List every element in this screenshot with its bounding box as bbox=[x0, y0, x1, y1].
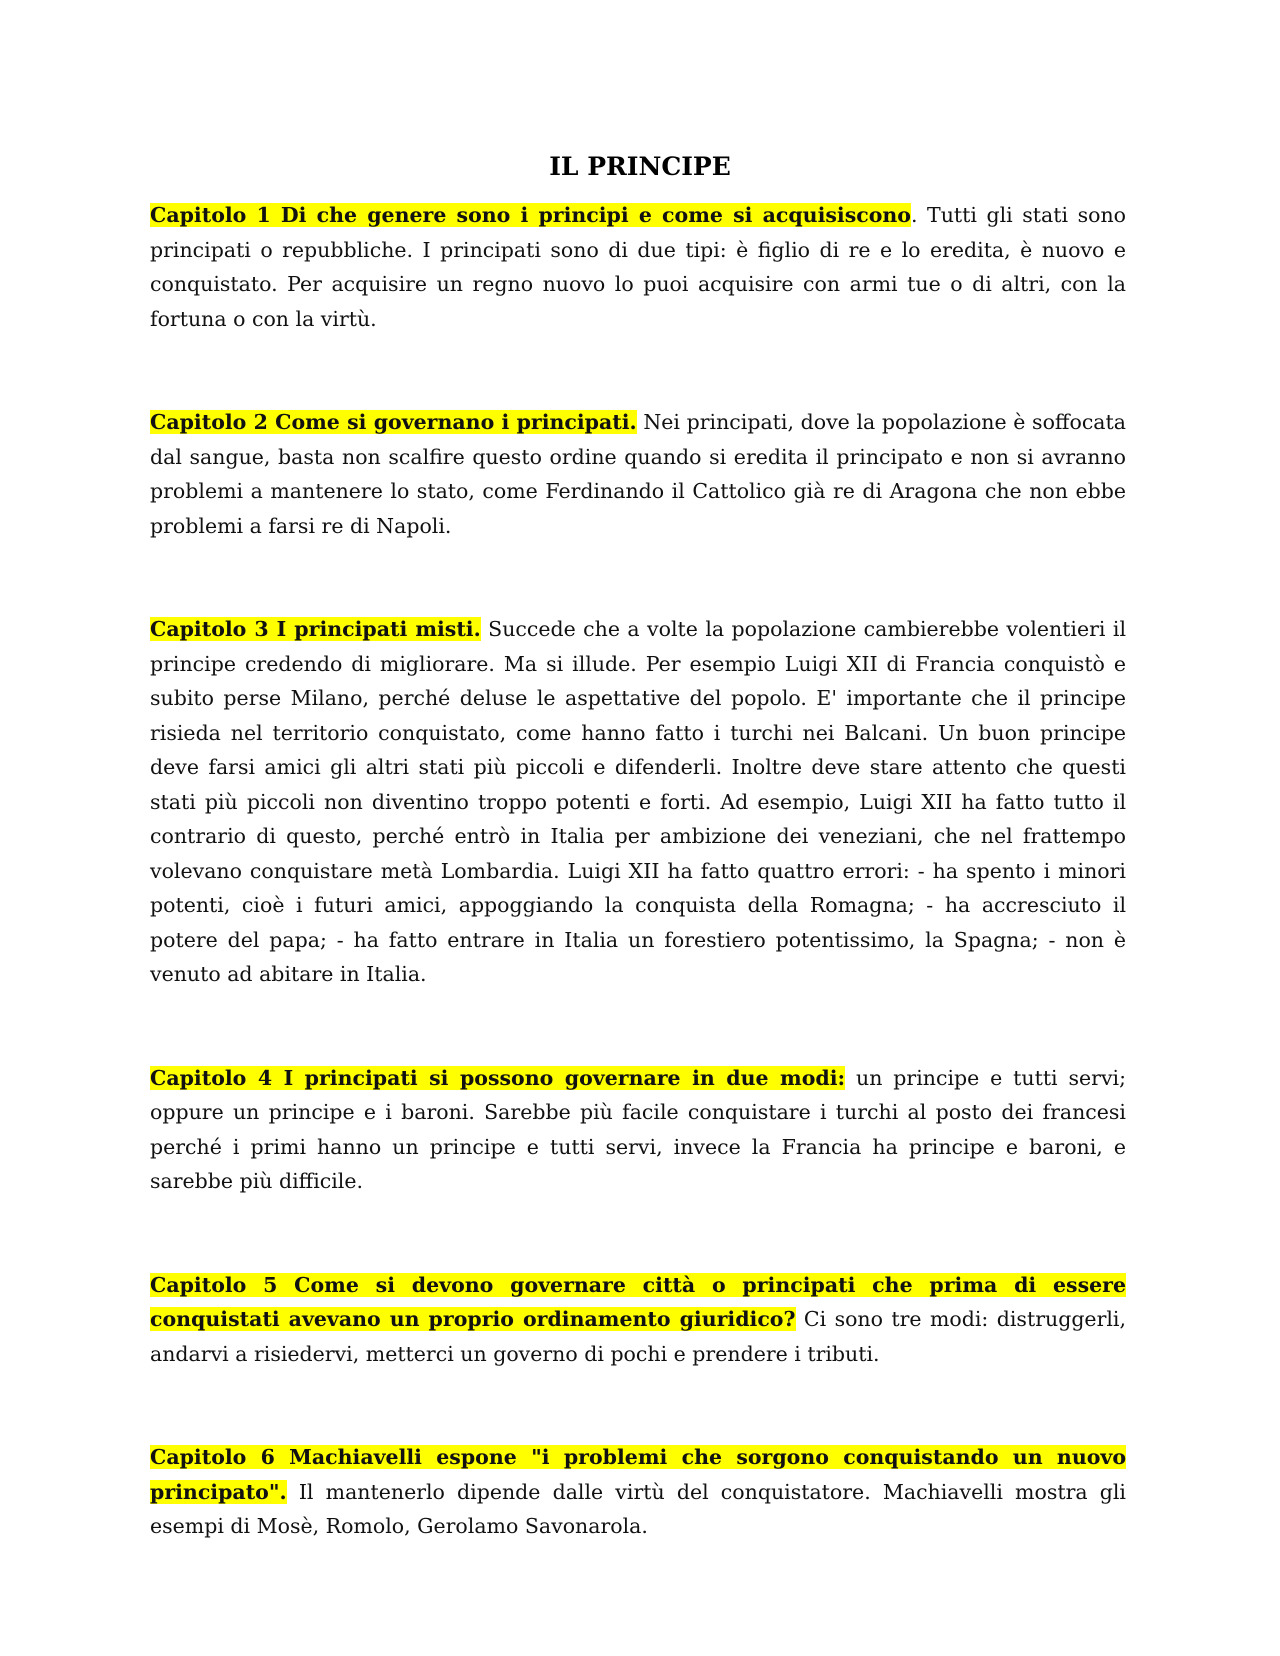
chapter-6-heading: Capitolo 6 Machiavelli espone "i problemi che sorgono conquistando un nuovo principato". bbox=[150, 1445, 1126, 1504]
chapter-1-heading: Capitolo 1 Di che genere sono i principi e come si acquisiscono bbox=[150, 203, 911, 227]
chapter-5-text: Ci sono tre modi: distruggerli, andarvi a risiedervi, metterci un governo di pochi e prendere i tributi. bbox=[150, 1307, 1126, 1366]
chapter-6 bbox=[150, 1440, 1126, 1544]
chapter-3-text: Succede che a volte la popolazione cambierebbe volentieri il principe credendo di migliorare. Ma si illude. Per esempio Luigi XII di Francia conquistò e subito perse Milano, perché deluse le aspettative del popolo. E' importante che il principe risieda nel territorio conquistato, come hanno fatto i turchi nei Balcani. Un buon principe deve farsi amici gli altri stati più piccoli e difenderli. Inoltre deve stare attento che questi stati più piccoli non diventino troppo potenti e forti. Ad esempio, Luigi XII ha fatto tutto il contrario di questo, perché entrò in Italia per ambizione dei veneziani, che nel frattempo volevano conquistare metà Lombardia. Luigi XII ha fatto quattro errori: - ha spento i minori potenti, cioè i futuri amici, appoggiando la conquista della Romagna; - ha accresciuto il potere del papa; - ha fatto entrare in Italia un forestiero potentissimo, la Spagna; - non è venuto ad abitare in Italia. bbox=[150, 617, 1127, 986]
chapter-4 bbox=[150, 1061, 1126, 1199]
chapter-3 bbox=[150, 612, 1126, 992]
chapter-5 bbox=[150, 1268, 1126, 1372]
chapter-2 bbox=[150, 405, 1126, 543]
chapter-5-heading: Capitolo 5 Come si devono governare città o principati che prima di essere conquistati avevano un proprio ordinamento giuridico? bbox=[150, 1272, 1126, 1331]
chapter-1-text: . Tutti gli stati sono principati o repubbliche. I principati sono di due tipi: è figlio di re e lo eredita, è nuovo e conquistato. Per acquisire un regno nuovo lo puoi acquisire con armi tue o di altri, con la fortuna o con la virtù. bbox=[150, 203, 1126, 331]
chapter-1 bbox=[150, 198, 1126, 336]
document-title: IL PRINCIPE bbox=[549, 152, 731, 181]
chapter-6-text: Il mantenerlo dipende dalle virtù del conquistatore. Machiavelli mostra gli esempi di Mosè, Romolo, Gerolamo Savonarola. bbox=[150, 1479, 1126, 1538]
chapter-4-heading: Capitolo 4 I principati si possono governare in due modi: bbox=[150, 1065, 846, 1090]
chapter-2-heading: Capitolo 2 Come si governano i principati. bbox=[150, 410, 637, 434]
chapter-4-text: un principe e tutti servi; oppure un principe e i baroni. Sarebbe più facile conquistare i turchi al posto dei francesi perché i primi hanno un principe e tutti servi, invece la Francia ha principe e baroni, e sarebbe più difficile. bbox=[150, 1065, 1126, 1193]
chapter-3-heading: Capitolo 3 I principati misti. bbox=[150, 617, 481, 641]
chapter-2-text: Nei principati, dove la popolazione è soffocata dal sangue, basta non scalfire questo ordine quando si eredita il principato e non si avranno problemi a mantenere lo stato, come Ferdinando il Cattolico già re di Aragona che non ebbe problemi a farsi re di Napoli. bbox=[150, 410, 1126, 538]
document-body bbox=[150, 198, 1126, 1613]
